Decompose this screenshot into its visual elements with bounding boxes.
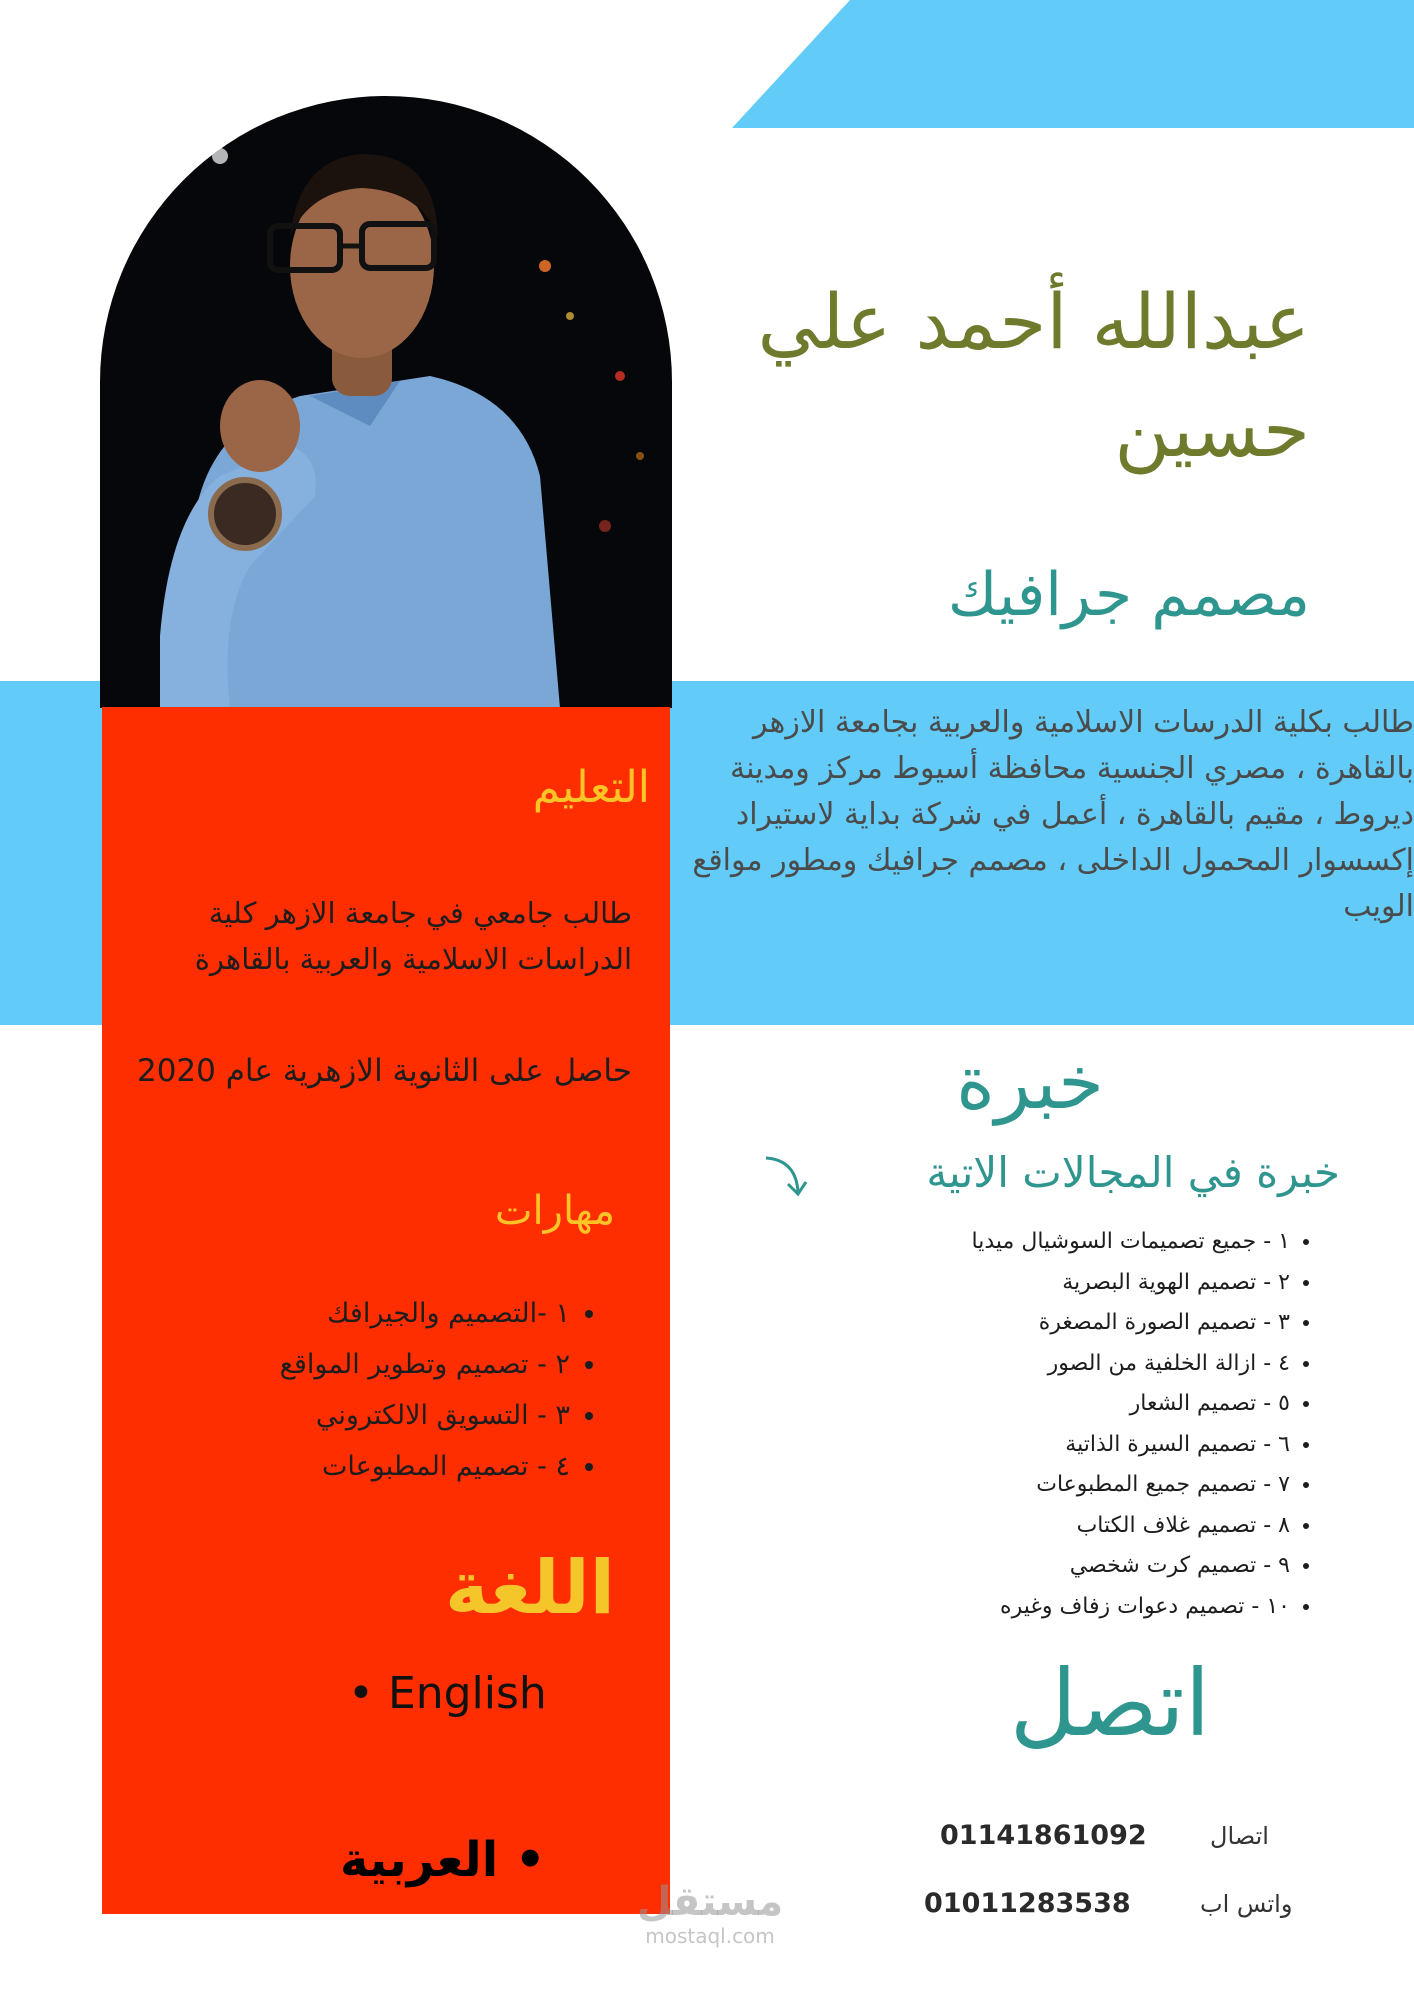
experience-item: • ٥ - تصميم الشعار (840, 1384, 1290, 1425)
job-title: مصمم جرافيك (947, 560, 1310, 630)
whatsapp-label: واتس اب (1200, 1890, 1293, 1918)
phone-number[interactable]: 01141861092 (940, 1820, 1147, 1851)
about-text: طالب بكلية الدرسات الاسلامية والعربية بجامعة الازهر بالقاهرة ، مصري الجنسية محافظة أسيوط مركز ومدينة ديروط ، مقيم بالقاهرة ، أعمل في شركة بداية لاستيراد إكسسوار المحمول الداخلى ، مصمم جرافيك ومطور مواقع الويب (692, 705, 1414, 924)
contact-heading: اتصل (1009, 1650, 1211, 1757)
experience-item: • ٧ - تصميم جميع المطبوعات (840, 1465, 1290, 1506)
experience-item: • ١٠ - تصميم دعوات زفاف وغيره (840, 1587, 1290, 1628)
experience-item: • ٨ - تصميم غلاف الكتاب (840, 1506, 1290, 1547)
language-english: • English (348, 1668, 547, 1719)
language-arabic: • العربية (340, 1832, 546, 1888)
top-decorative-shape (0, 0, 1414, 130)
skills-list (150, 1288, 600, 1492)
experience-subheading: خبرة في المجالات الاتية (926, 1148, 1340, 1197)
phone-label: اتصال (1210, 1822, 1269, 1850)
language-heading: اللغة (444, 1545, 615, 1631)
skill-item: • ٤ - تصميم المطبوعات (150, 1441, 570, 1492)
experience-list (840, 1222, 1320, 1627)
skill-item: • ١ -التصميم والجيرافك (150, 1288, 570, 1339)
experience-item: • ٩ - تصميم كرت شخصي (840, 1546, 1290, 1587)
education-line-1: طالب جامعي في جامعة الازهر كلية الدراسات الاسلامية والعربية بالقاهرة (194, 896, 632, 976)
watermark (620, 1880, 800, 1960)
skill-item: • ٣ - التسويق الالكتروني (150, 1390, 570, 1441)
watermark-logo: مستقل (636, 1879, 784, 1925)
skills-heading: مهارات (494, 1188, 615, 1234)
profile-photo (100, 96, 672, 708)
experience-item: • ٦ - تصميم السيرة الذاتية (840, 1425, 1290, 1466)
whatsapp-number[interactable]: 01011283538 (924, 1888, 1131, 1919)
experience-item: • ٤ - ازالة الخلفية من الصور (840, 1344, 1290, 1385)
skill-item: • ٢ - تصميم وتطوير المواقع (150, 1339, 570, 1390)
education-heading: التعليم (532, 762, 650, 813)
education-line-2: حاصل على الثانوية الازهرية عام 2020 (136, 1053, 632, 1089)
person-name: عبدالله أحمد علي حسين (757, 277, 1310, 474)
experience-item: • ١ - جميع تصميمات السوشيال ميديا (840, 1222, 1290, 1263)
watermark-url: mostaql.com (645, 1924, 775, 1948)
experience-heading: خبرة (956, 1040, 1104, 1126)
experience-item: • ٣ - تصميم الصورة المصغرة (840, 1303, 1290, 1344)
experience-item: • ٢ - تصميم الهوية البصرية (840, 1263, 1290, 1304)
